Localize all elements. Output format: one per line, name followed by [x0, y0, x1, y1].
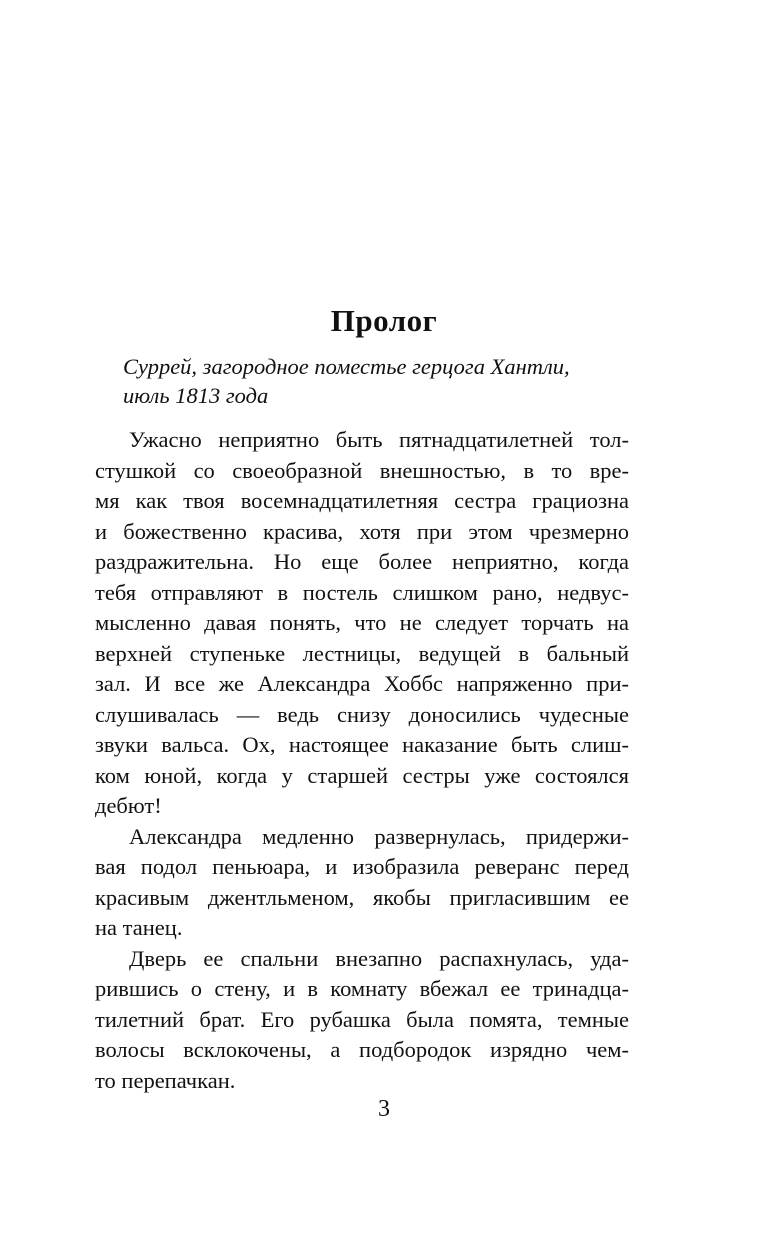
text-line: зал. И все же Александра Хоббс напряженно при- [95, 671, 629, 696]
text-line: волосы всклокочены, а подбородок изрядно чем- [95, 1037, 629, 1062]
paragraph-2 [95, 822, 629, 944]
epigraph-line: июль 1813 года [123, 383, 269, 408]
text-line: рившись о стену, и в комнату вбежал ее тринадца- [95, 976, 629, 1001]
epigraph-line: Суррей, загородное поместье герцога Хантли, [123, 354, 570, 379]
text-line: слушивалась — ведь снизу доносились чудесные [95, 701, 629, 727]
text-line: на танец. [95, 915, 183, 940]
epigraph [123, 352, 643, 410]
body-text [95, 425, 629, 1096]
paragraph-3 [95, 944, 629, 1097]
paragraph-1 [95, 425, 629, 822]
text-line: стушкой со своеобразной внешностью, в то вре- [95, 457, 629, 483]
text-line: красивым джентльменом, якобы пригласившим ее [95, 884, 629, 910]
text-line: мя как твоя восемнадцатилетняя сестра грациозна [95, 488, 629, 513]
text-line: ком юной, когда у старшей сестры уже состоялся [95, 762, 629, 788]
text-line: то перепачкан. [95, 1067, 236, 1093]
text-line: Ужасно неприятно быть пятнадцатилетней тол- [129, 427, 629, 452]
text-line: звуки вальса. Ох, настоящее наказание быть слиш- [95, 732, 629, 757]
text-line: Александра медленно развернулась, придержи- [129, 823, 629, 849]
text-line: и божественно красива, хотя при этом чрезмерно [95, 518, 629, 544]
text-line: раздражительна. Но еще более неприятно, когда [95, 549, 629, 574]
text-line: вая подол пеньюара, и изобразила реверанс перед [95, 854, 629, 879]
text-line: дебют! [95, 793, 162, 818]
page-number: 3 [378, 1096, 390, 1122]
chapter-title: Пролог [330, 303, 438, 338]
text-line: тебя отправляют в постель слишком рано, недвус- [95, 579, 629, 605]
text-line: верхней ступеньке лестницы, ведущей в бальный [95, 640, 629, 666]
text-line: Дверь ее спальни внезапно распахнулась, уда- [129, 945, 629, 971]
text-line: тилетний брат. Его рубашка была помята, темные [95, 1006, 629, 1032]
text-line: мысленно давая понять, что не следует торчать на [95, 610, 629, 635]
